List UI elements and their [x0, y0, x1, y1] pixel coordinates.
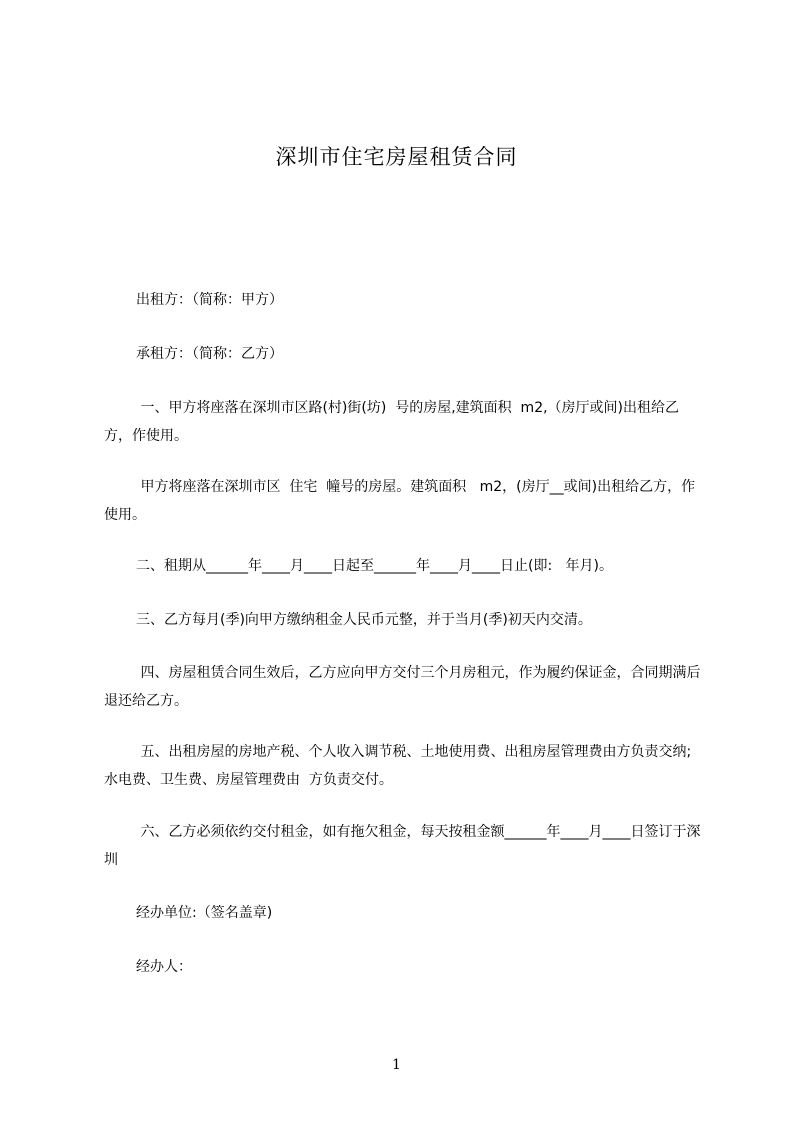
clause-1: 一、甲方将座落在深圳市区路(村)街(坊) 号的房屋,建筑面积 m2,（房厅或间)出租给乙方，作使用。	[104, 400, 680, 444]
clause-2: 二、租期从______年____月____日起至______年____月____日止(即: 年月)。	[136, 558, 613, 574]
clause-4: 四、房屋租赁合同生效后，乙方应向甲方交付三个月房租元，作为履约保证金，合同期满后退还给乙方。	[104, 665, 701, 709]
clause-3: 三、乙方每月(季)向甲方缴纳租金人民币元整，并于当月(季)初天内交清。	[136, 612, 592, 628]
lessor-line: 出租方：（简称：甲方）	[136, 292, 283, 308]
clause-1-alt: 甲方将座落在深圳市区 住宅 幢号的房屋。建筑面积 m2，(房厅__或间)出租给乙方，作使用。	[104, 479, 696, 523]
document-title: 深圳市住宅房屋租赁合同	[275, 145, 518, 169]
page-number: 1	[392, 1057, 401, 1073]
clause-6: 六、乙方必须依约交付租金，如有拖欠租金，每天按租金额______年____月____日签订于深圳	[104, 824, 701, 868]
clause-5: 五、出租房屋的房地产税、个人收入调节税、土地使用费、出租房屋管理费由方负责交纳;水电费、卫生费、房屋管理费由 方负责交付。	[104, 744, 692, 788]
handler-line: 经办人：	[136, 959, 192, 975]
lessee-line: 承租方：（简称：乙方）	[136, 346, 283, 362]
agency-signature-line: 经办单位:（签名盖章)	[136, 905, 273, 921]
